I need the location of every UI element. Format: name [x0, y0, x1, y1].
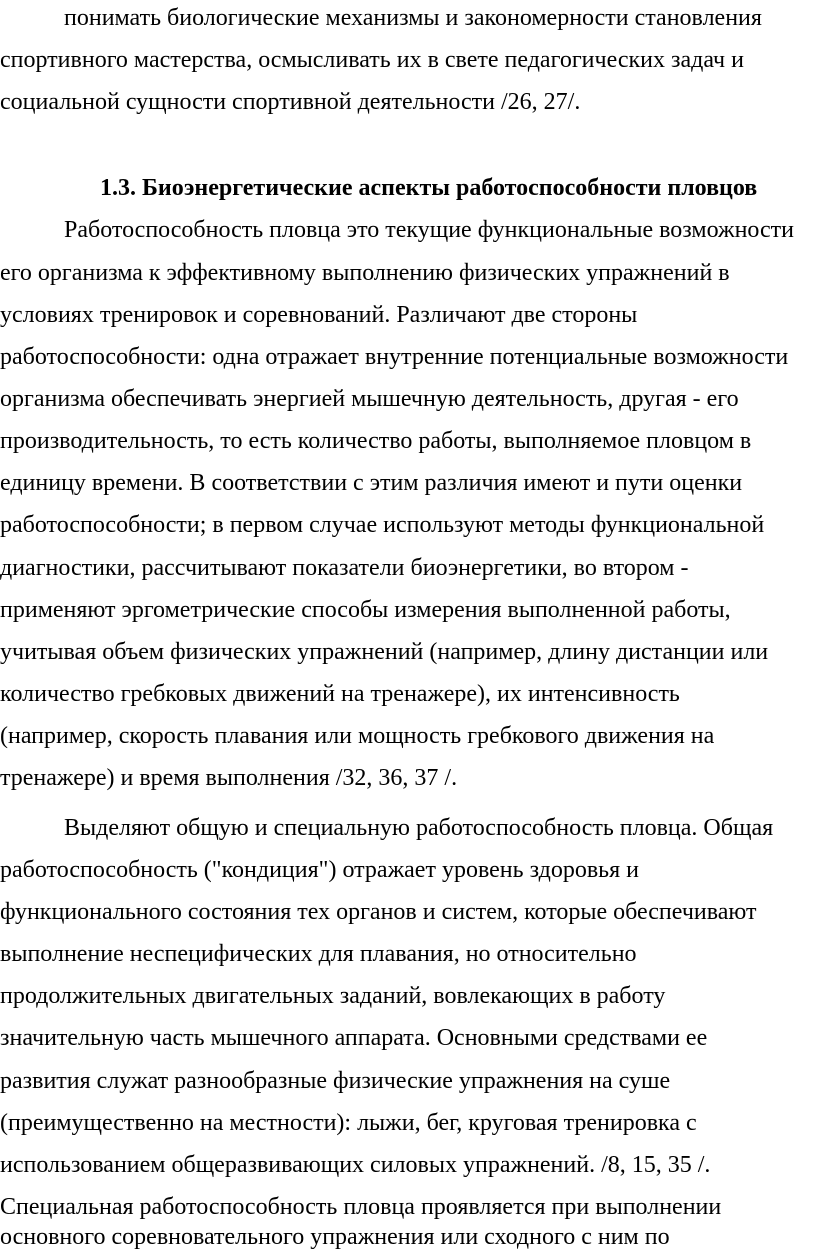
text-line: его организма к эффективному выполнению физических упражнений в: [0, 260, 730, 286]
text-line: функционального состояния тех органов и систем, которые обеспечивают: [0, 899, 757, 925]
text-line: производительность, то есть количество работы, выполняемое пловцом в: [0, 428, 752, 454]
text-line: основного соревновательного упражнения или сходного с ним по: [0, 1224, 670, 1250]
text-line: (например, скорость плавания или мощность гребкового движения на: [0, 723, 715, 749]
text-line: значительную часть мышечного аппарата. Основными средствами ее: [0, 1025, 708, 1051]
text-line: социальной сущности спортивной деятельности /26, 27/.: [0, 89, 581, 115]
section-heading: 1.3. Биоэнергетические аспекты работоспособности пловцов: [100, 175, 758, 201]
text-line: учитывая объем физических упражнений (например, длину дистанции или: [0, 639, 769, 665]
text-line: тренажере) и время выполнения /32, 36, 37 /.: [0, 765, 458, 791]
text-line: использованием общеразвивающих силовых упражнений. /8, 15, 35 /.: [0, 1152, 711, 1178]
text-line: понимать биологические механизмы и закономерности становления: [64, 5, 762, 31]
text-line: Работоспособность пловца это текущие функциональные возможности: [64, 217, 795, 243]
text-line: Выделяют общую и специальную работоспособность пловца. Общая: [64, 815, 774, 841]
text-line: единицу времени. В соответствии с этим различия имеют и пути оценки: [0, 470, 743, 496]
text-line: спортивного мастерства, осмысливать их в свете педагогических задач и: [0, 47, 744, 73]
text-line: применяют эргометрические способы измерения выполненной работы,: [0, 597, 731, 623]
text-line: продолжительных двигательных заданий, вовлекающих в работу: [0, 983, 666, 1009]
text-line: развития служат разнообразные физические упражнения на суше: [0, 1068, 671, 1094]
text-line: (преимущественно на местности): лыжи, бег, круговая тренировка с: [0, 1110, 697, 1136]
text-line: работоспособности; в первом случае используют методы функциональной: [0, 512, 765, 538]
text-line: Специальная работоспособность пловца проявляется при выполнении: [0, 1194, 722, 1220]
text-line: работоспособность ("кондиция") отражает уровень здоровья и: [0, 857, 639, 883]
text-line: условиях тренировок и соревнований. Различают две стороны: [0, 302, 638, 328]
text-line: диагностики, рассчитывают показатели биоэнергетики, во втором -: [0, 555, 689, 581]
text-line: организма обеспечивать энергией мышечную деятельность, другая - его: [0, 386, 739, 412]
text-line: количество гребковых движений на тренажере), их интенсивность: [0, 681, 680, 707]
text-line: работоспособности: одна отражает внутренние потенциальные возможности: [0, 344, 789, 370]
text-line: выполнение неспецифических для плавания, но относительно: [0, 941, 637, 967]
